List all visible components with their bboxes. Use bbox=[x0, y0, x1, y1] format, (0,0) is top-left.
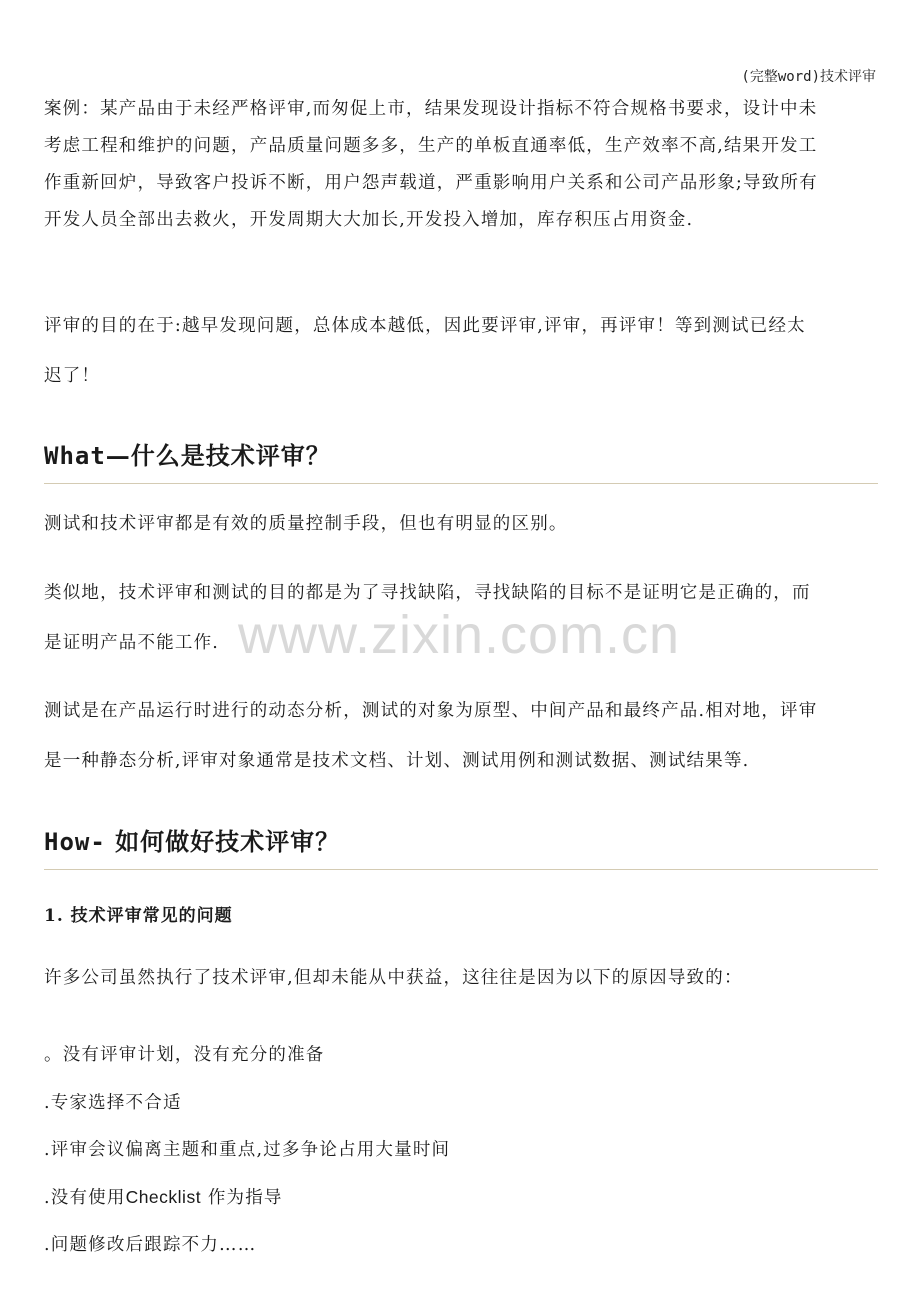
how-paragraph-1 bbox=[44, 970, 880, 1007]
list-item-no-plan: 。没有评审计划，没有充分的准备 bbox=[44, 1045, 325, 1065]
case-line-3: 作重新回炉，导致客户投诉不断，用户怨声载道，严重影响用户关系和公司产品形象;导致所有 bbox=[44, 173, 818, 193]
case-paragraph bbox=[44, 101, 880, 249]
list-item-off-topic: .评审会议偏离主题和重点,过多争论占用大量时间 bbox=[44, 1140, 451, 1160]
how-heading bbox=[44, 822, 878, 870]
page-header-note: (完整word)技术评审 bbox=[741, 69, 876, 85]
subheading-common-problems: 1. 技术评审常见的问题 bbox=[44, 906, 233, 926]
what-heading-cn: —什么是技术评审？ bbox=[105, 441, 331, 470]
case-line-1: 案例：某产品由于未经严格评审,而匆促上市，结果发现设计指标不符合规格书要求，设计中未 bbox=[44, 99, 818, 119]
what-p3-line-1: 测试是在产品运行时进行的动态分析，测试的对象为原型、中间产品和最终产品.相对地，评审 bbox=[44, 701, 818, 721]
purpose-paragraph bbox=[44, 318, 880, 418]
list-item-expert-selection: .专家选择不合适 bbox=[44, 1093, 182, 1113]
checklist-term: Checklist bbox=[125, 1187, 202, 1207]
list-item-poor-tracking: .问题修改后跟踪不力…… bbox=[44, 1235, 257, 1255]
item4-prefix: .没有使用 bbox=[44, 1188, 126, 1208]
what-p2-line-2: 是证明产品不能工作. bbox=[44, 633, 220, 653]
what-p1-line: 测试和技术评审都是有效的质量控制手段，但也有明显的区别。 bbox=[44, 514, 568, 534]
how-heading-cn: 如何做好技术评审？ bbox=[105, 827, 341, 856]
case-line-2: 考虑工程和维护的问题，产品质量问题多多，生产的单板直通率低，生产效率不高,结果开发工 bbox=[44, 136, 818, 156]
watermark: www.zixin.com.cn bbox=[238, 605, 681, 665]
what-heading bbox=[44, 436, 878, 484]
list-item-no-checklist bbox=[44, 1184, 283, 1209]
what-p2-line-1: 类似地，技术评审和测试的目的都是为了寻找缺陷，寻找缺陷的目标不是证明它是正确的，而 bbox=[44, 583, 811, 603]
what-paragraph-3 bbox=[44, 703, 880, 803]
what-paragraph-1 bbox=[44, 516, 880, 553]
purpose-line-2: 迟了！ bbox=[44, 366, 101, 386]
case-line-4: 开发人员全部出去救火，开发周期大大加长,开发投入增加，库存积压占用资金. bbox=[44, 210, 694, 230]
what-p3-line-2: 是一种静态分析,评审对象通常是技术文档、计划、测试用例和测试数据、测试结果等. bbox=[44, 751, 750, 771]
item4-suffix: 作为指导 bbox=[201, 1188, 283, 1208]
how-heading-en: How- bbox=[44, 828, 106, 856]
how-p1-line: 许多公司虽然执行了技术评审,但却未能从中获益，这往往是因为以下的原因导致的： bbox=[44, 968, 743, 988]
what-heading-en: What bbox=[44, 442, 106, 470]
what-paragraph-2 bbox=[44, 585, 880, 685]
purpose-line-1: 评审的目的在于:越早发现问题，总体成本越低，因此要评审,评审，再评审！等到测试已经太 bbox=[44, 316, 806, 336]
